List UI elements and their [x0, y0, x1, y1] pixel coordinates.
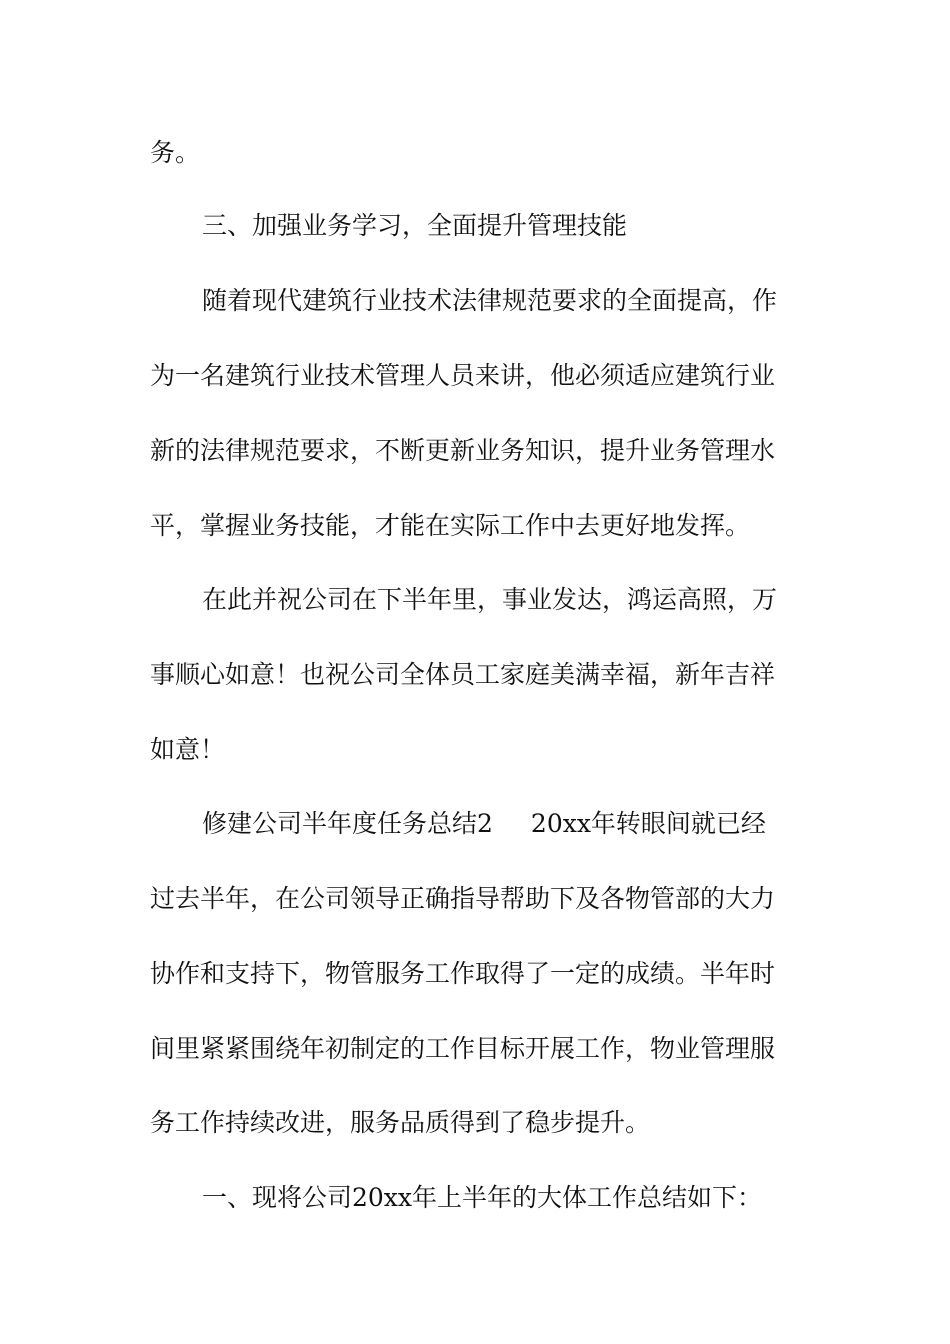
- text-line: 随着现代建筑行业技术法律规范要求的全面提高，作: [202, 286, 778, 315]
- text-line: 平，掌握业务技能，才能在实际工作中去更好地发挥。: [150, 511, 751, 540]
- text-line: 事顺心如意！也祝公司全体员工家庭美满幸福，新年吉祥: [150, 660, 776, 689]
- title-line: [202, 809, 862, 839]
- text-line: 为一名建筑行业技术管理人员来讲，他必须适应建筑行业: [150, 361, 776, 390]
- text-line: 间里紧紧围绕年初制定的工作目标开展工作，物业管理服: [150, 1034, 776, 1063]
- text-line: 如意！: [150, 735, 226, 764]
- section-heading: 三、加强业务学习，全面提升管理技能: [202, 211, 628, 240]
- text-fragment: 20xx年转眼间就已经: [530, 809, 766, 838]
- text-line: 务。: [150, 138, 201, 167]
- text-line: 新的法律规范要求，不断更新业务知识，提升业务管理水: [150, 436, 776, 465]
- section-heading: 一、现将公司20xx年上半年的大体工作总结如下：: [202, 1183, 763, 1212]
- text-line: 过去半年，在公司领导正确指导帮助下及各物管部的大力: [150, 884, 776, 913]
- article-title: 修建公司半年度任务总结2: [202, 809, 493, 838]
- text-line: 协作和支持下，物管服务工作取得了一定的成绩。半年时: [150, 959, 776, 988]
- text-line: 务工作持续改进，服务品质得到了稳步提升。: [150, 1108, 651, 1137]
- text-line: 在此并祝公司在下半年里，事业发达，鸿运高照，万: [202, 585, 778, 614]
